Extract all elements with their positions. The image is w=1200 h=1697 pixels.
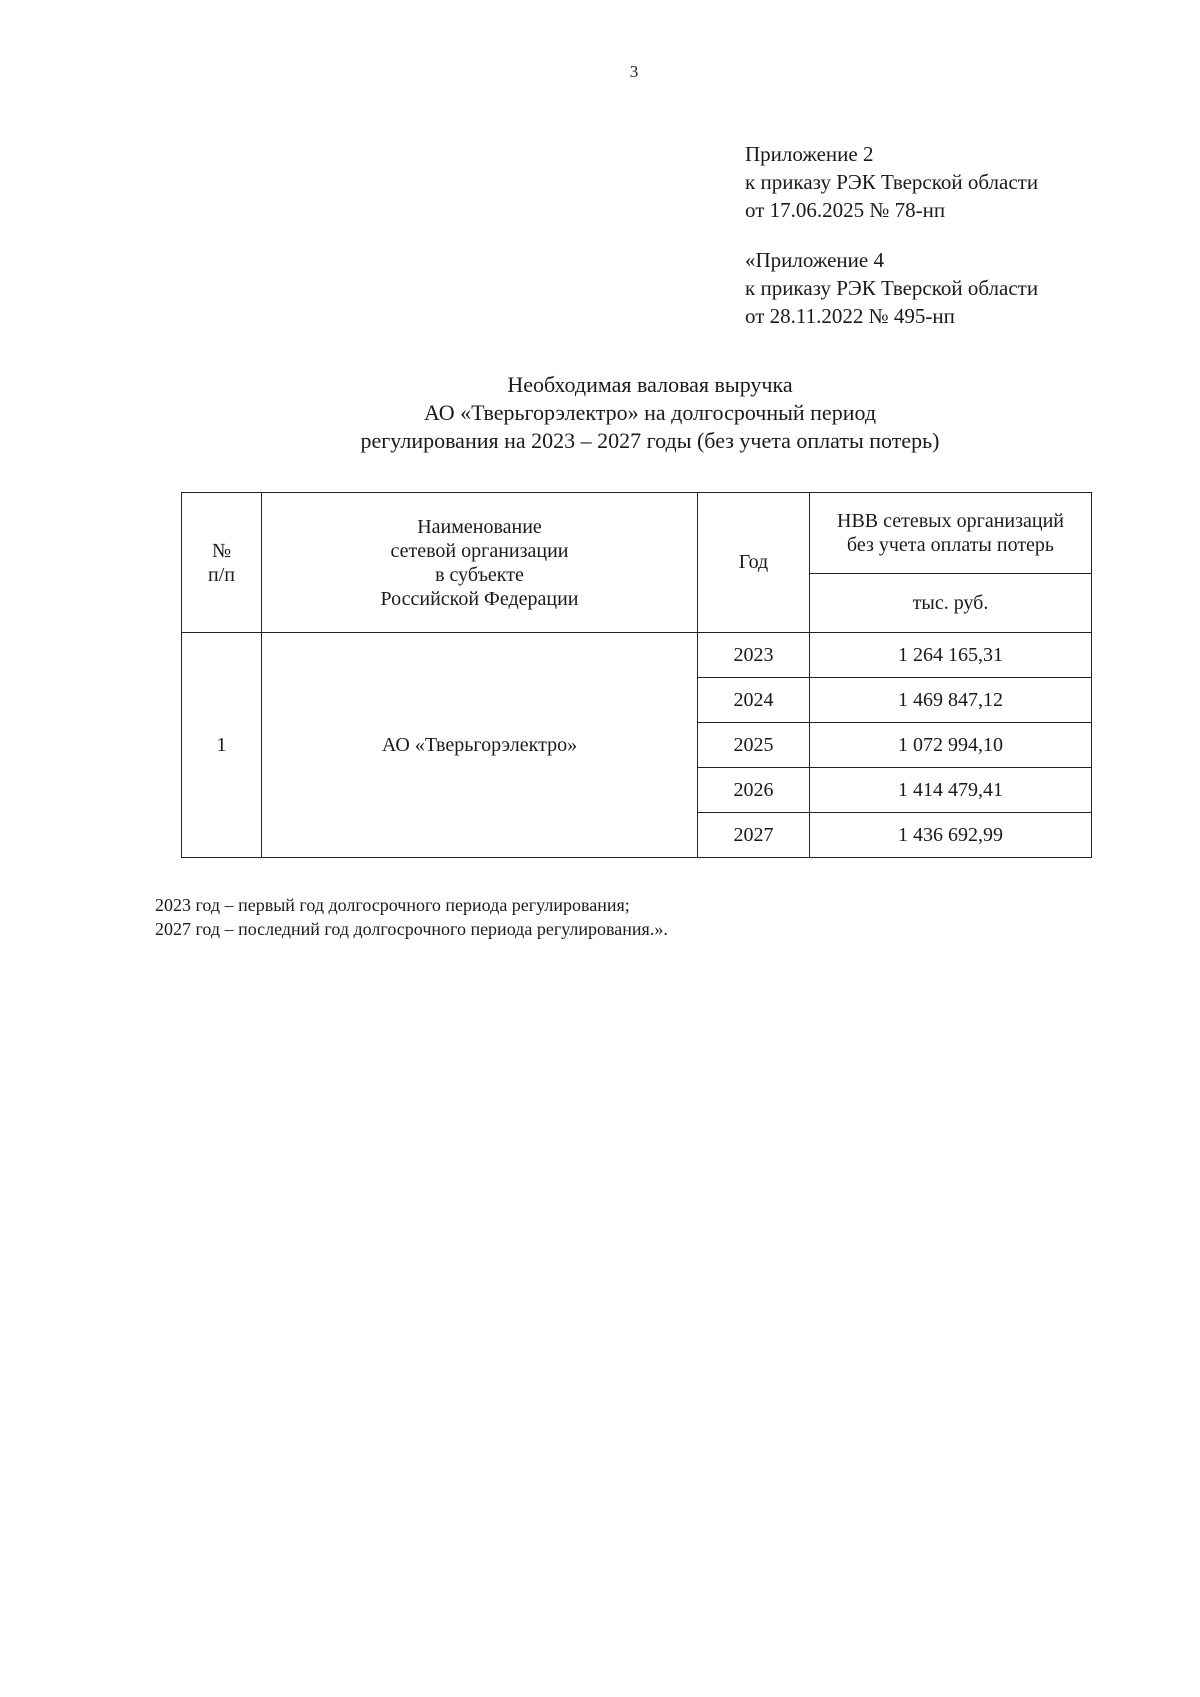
table-row [182, 633, 1092, 678]
year-cell: 2026 [698, 768, 810, 813]
header-name-line-2: сетевой организации [390, 539, 569, 562]
value-cell: 1 264 165,31 [810, 633, 1092, 678]
header-name-line-4: Российской Федерации [380, 587, 579, 610]
header-number-line-1: № [211, 539, 232, 562]
footnote-line-1: 2023 год – первый год долгосрочного периода регулирования; [155, 895, 630, 915]
appendix-reference-current [745, 140, 1038, 224]
header-nvv [810, 493, 1092, 574]
title-line-3: регулирования на 2023 – 2027 годы (без учета оплаты потерь) [360, 428, 940, 453]
revenue-table [181, 492, 1092, 858]
header-nvv-line-1: НВВ сетевых организаций [837, 510, 1064, 532]
appendix-amended-line-1: «Приложение 4 [745, 248, 884, 272]
appendix-current-line-1: Приложение 2 [745, 142, 874, 166]
organization-name: АО «Тверьгорэлектро» [262, 633, 698, 858]
header-unit: тыс. руб. [810, 574, 1092, 633]
header-name-line-3: в субъекте [435, 563, 524, 586]
value-cell: 1 436 692,99 [810, 813, 1092, 858]
header-year: Год [698, 493, 810, 633]
appendix-current-line-3: от 17.06.2025 № 78-нп [745, 198, 946, 222]
document-title [0, 371, 1200, 455]
appendix-amended-line-2: к приказу РЭК Тверской области [745, 276, 1039, 300]
value-cell: 1 469 847,12 [810, 678, 1092, 723]
page-number: 3 [629, 62, 639, 81]
value-cell: 1 072 994,10 [810, 723, 1092, 768]
year-cell: 2024 [698, 678, 810, 723]
header-nvv-line-2: без учета оплаты потерь [846, 534, 1055, 556]
year-cell: 2023 [698, 633, 810, 678]
header-organization-name [262, 493, 698, 633]
appendix-amended-line-3: от 28.11.2022 № 495-нп [745, 304, 955, 328]
appendix-current-line-2: к приказу РЭК Тверской области [745, 170, 1039, 194]
title-line-1: Необходимая валовая выручка [507, 372, 793, 397]
year-cell: 2027 [698, 813, 810, 858]
title-line-2: АО «Тверьгорэлектро» на долгосрочный период [423, 400, 877, 425]
header-number-line-2: п/п [208, 563, 235, 586]
footnote-line-2: 2027 год – последний год долгосрочного периода регулирования.». [155, 919, 668, 939]
header-name-line-1: Наименование [417, 515, 542, 538]
appendix-reference-amended [745, 246, 1038, 330]
header-number [182, 493, 262, 633]
year-cell: 2025 [698, 723, 810, 768]
value-cell: 1 414 479,41 [810, 768, 1092, 813]
row-number: 1 [182, 633, 262, 858]
footnotes [155, 893, 668, 941]
